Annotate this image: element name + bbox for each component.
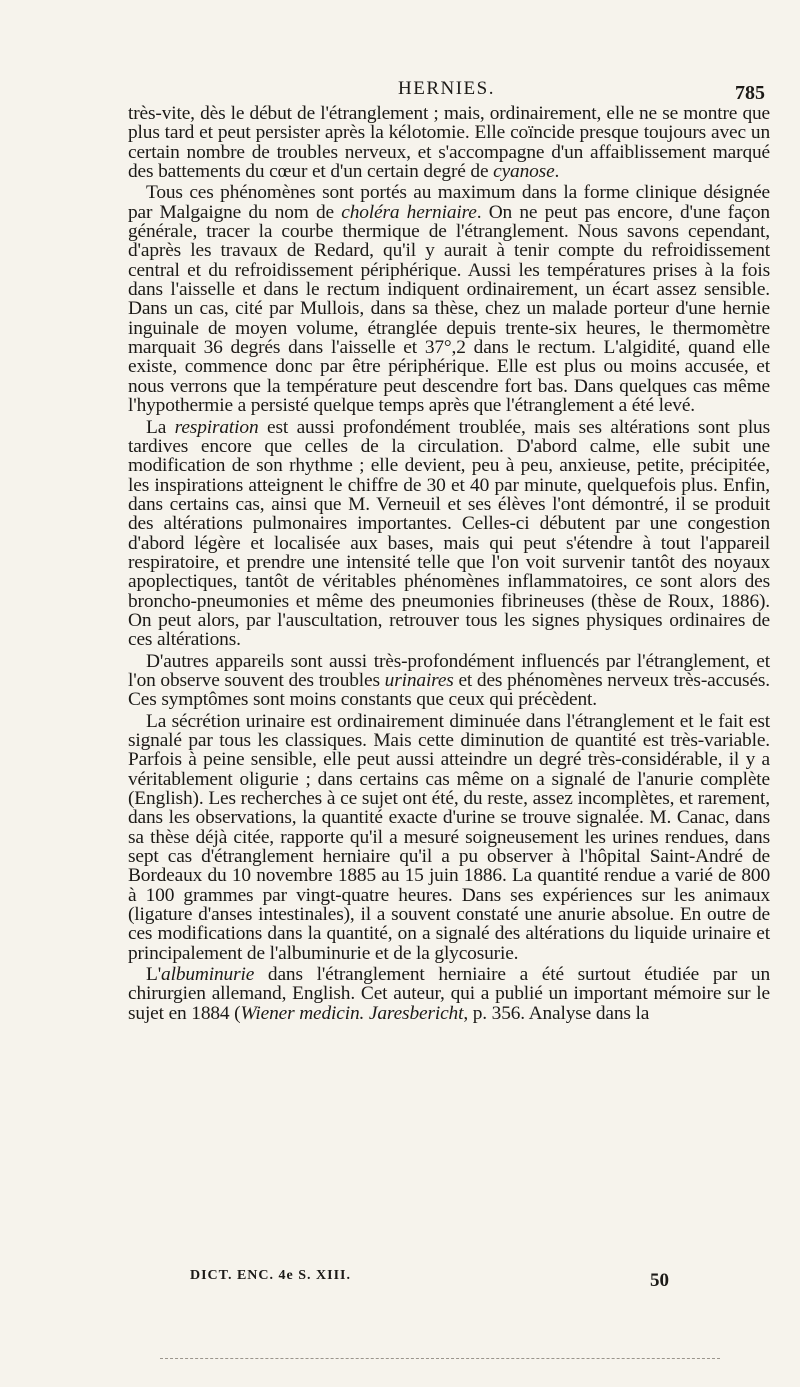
paragraph-4-text-1: D'autres appareils sont aussi très-profondément influencés par l'étranglement, et l'on observe souvent des troubles bbox=[128, 650, 770, 691]
paragraph-4-text-2: et des phénomènes nerveux très-accusés. Ces symptômes sont moins constants que ceux qui précèdent. bbox=[128, 669, 770, 711]
paragraph-2-text-2: . On ne peut pas encore, d'une façon générale, tracer la courbe thermique de l'étranglement. Nous savons cependant, d'après les travaux de Redard, qu'il y aurait à tenir compte du refroidissement central et du refroidissement périphérique. Aussi les températures prises à la fois dans l'aisselle et dans le rectum indiquent ordinairement, un écart assez sensible. Dans un cas, cité par Mullois, dans sa thèse, chez un malade porteur d'une hernie inguinale de moyen volume, étranglée depuis trente-six heures, le thermomètre marquait 36 degrés dans l'aisselle et 37°,2 dans le rectum. L'algidité, quand elle existe, commence donc par être périphérique. Elle est plus ou moins accusée, et nous verrons que la température peut descendre fort bas. Dans quelques cas même l'hypothermie a persisté quelque temps après que l'étranglement a été levé. bbox=[128, 201, 770, 417]
paragraph-4-italic-1: urinaires bbox=[384, 669, 454, 691]
paragraph-3-text-2: est aussi profondément troublée, mais ses altérations sont plus tardives encore que celles de la circulation. D'abord calme, elle subit une modification de son rhythme ; elle devient, peu à peu, anxieuse, petite, précipitée, les inspirations atteignent le chiffre de 30 et 40 par minute, quelquefois plus. Enfin, dans certains cas, ainsi que M. Verneuil et ses élèves l'ont démontré, il se produit des altérations pulmonaires importantes. Celles-ci débutent par une congestion d'abord légère et localisée aux bases, mais qui peut s'étendre à tout l'appareil respiratoire, et prendre une intensité telle que l'on voit survenir tantôt des noyaux apoplectiques, tantôt de véritables phénomènes inflammatoires, ce sont alors des broncho-pneumonies et même des pneumonies fibrineuses (thèse de Roux, 1886). On peut alors, par l'auscultation, retrouver tous les signes physiques ordinaires de ces altérations. bbox=[128, 416, 771, 651]
paragraph-1 bbox=[128, 104, 770, 181]
paragraph-6-italic-1: albuminurie bbox=[161, 964, 255, 986]
paragraph-2 bbox=[128, 183, 770, 415]
paragraph-3 bbox=[128, 418, 770, 650]
bottom-dashed-rule bbox=[160, 1358, 720, 1359]
paragraph-6 bbox=[128, 965, 770, 1023]
paragraph-4 bbox=[128, 652, 770, 710]
running-header bbox=[0, 78, 800, 102]
body-text bbox=[128, 104, 770, 1023]
paragraph-6-text-1: L' bbox=[146, 964, 162, 986]
paragraph-1-text-1: très-vite, dès le début de l'étranglement ; mais, ordinairement, elle ne se montre que plus tard et peut persister après la kélotomie. Elle coïncide presque toujours avec un certain nombre de troubles nerveux, et s'accompagne d'un affaiblissement marqué des battements du cœur et d'un certain degré de bbox=[128, 103, 770, 183]
paragraph-2-italic-1: choléra herniaire bbox=[341, 201, 477, 223]
signature-mark: DICT. ENC. 4e S. XIII. bbox=[190, 1268, 351, 1283]
page-number: 785 bbox=[735, 82, 765, 104]
paragraph-1-text-2: . bbox=[554, 161, 560, 183]
paragraph-5 bbox=[128, 712, 770, 963]
paragraph-5-text-1: La sécrétion urinaire est ordinairement diminuée dans l'étranglement et le fait est signalé par tous les classiques. Mais cette diminution de quantité est très-variable. Parfois à peine sensible, elle peut aussi atteindre un degré très-considérable, il y a véritablement oligurie ; dans certains cas même on a signalé de l'anurie complète (English). Les recherches à ce sujet ont été, du reste, assez incomplètes, et rarement, dans les observations, la quantité exacte d'urine se trouve signalée. M. Canac, dans sa thèse déjà citée, rapporte qu'il a mesuré soigneusement les urines rendues, dans sept cas d'étranglement herniaire qu'il a pu observer à l'hôpital Saint-André de Bordeaux du 10 novembre 1885 au 15 juin 1886. La quantité rendue a varié de 800 à 100 grammes par vingt-quatre heures. Dans ses expériences sur les animaux (ligature d'anses intestinales), il a souvent constaté une anurie absolue. En outre de ces modifications dans la quantité, on a signalé des altérations du liquide urinaire et principalement de l'albuminurie et de la glycosurie. bbox=[128, 710, 770, 964]
page-footer bbox=[0, 1268, 800, 1298]
paragraph-6-text-3: , p. 356. Analyse dans la bbox=[463, 1002, 650, 1024]
paragraph-3-text-1: La bbox=[146, 416, 175, 438]
folio-number: 50 bbox=[650, 1270, 669, 1291]
paragraph-6-text-2: dans l'étranglement herniaire a été surtout étudiée par un chirurgien allemand, English. Cet auteur, qui a publié un important mémoire sur le sujet en 1884 ( bbox=[128, 964, 770, 1024]
running-title: HERNIES. bbox=[398, 78, 495, 99]
paragraph-6-italic-2: Wiener medicin. Jaresbericht bbox=[240, 1002, 464, 1024]
paragraph-3-italic-1: respiration bbox=[174, 416, 259, 438]
paragraph-1-italic-1: cyanose bbox=[493, 161, 555, 183]
paragraph-2-text-1: Tous ces phénomènes sont portés au maximum dans la forme clinique désignée par Malgaigne du nom de bbox=[128, 182, 770, 223]
